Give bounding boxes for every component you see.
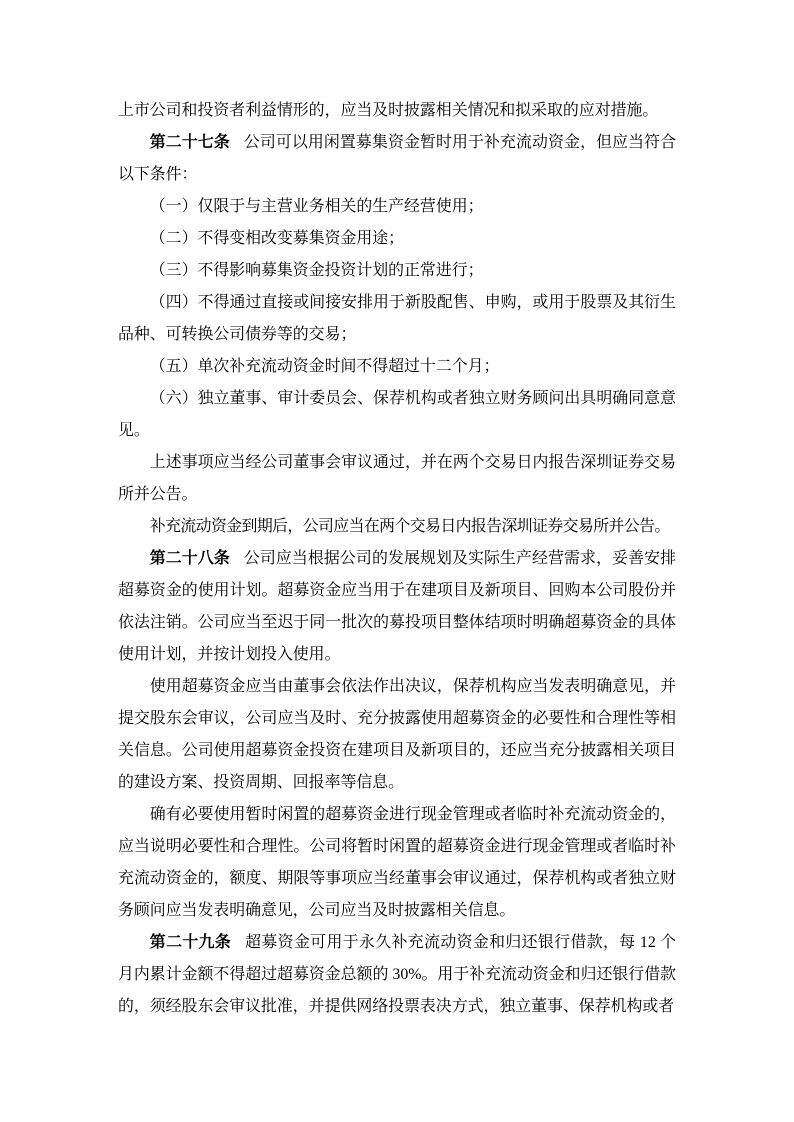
paragraph-text: 公司应当根据公司的发展规划及实际生产经营需求，妥善安排超募资金的使用计划。超募资金应当用于在建项目及新项目、回购本公司股份并依法注销。公司应当至迟于同一批次的募投项目整体结项时明确超募资金的具体使用计划，并按计划投入使用。 xyxy=(118,550,677,663)
article-paragraph xyxy=(118,927,676,1023)
paragraph-text: 公司可以用闲置募集资金暂时用于补充流动资金，但应当符合以下条件： xyxy=(118,134,677,183)
paragraph-text: 使用超募资金应当由董事会依法作出决议，保荐机构应当发表明确意见，并提交股东会审议，公司应当及时、充分披露使用超募资金的必要性和合理性等相关信息。公司使用超募资金投资在建项目及新项目的，还应当充分披露相关项目的建设方案、投资周期、回报率等信息。 xyxy=(118,678,676,791)
paragraph xyxy=(118,287,676,351)
paragraph-text: （三）不得影响募集资金投资计划的正常进行； xyxy=(149,262,484,279)
paragraph-text: 上市公司和投资者利益情形的，应当及时披露相关情况和拟采取的应对措施。 xyxy=(118,102,659,119)
paragraph xyxy=(118,671,676,799)
paragraph xyxy=(118,511,676,543)
paragraph xyxy=(118,255,676,287)
paragraph-text: 补充流动资金到期后，公司应当在两个交易日内报告深圳证券交易所并公告。 xyxy=(149,518,670,535)
article-number: 第二十七条 xyxy=(149,134,230,151)
paragraph xyxy=(118,351,676,383)
document-body xyxy=(118,95,676,1023)
paragraph-text: （二）不得变相改变募集资金用途； xyxy=(149,230,405,247)
paragraph xyxy=(118,799,676,927)
paragraph xyxy=(118,447,676,511)
paragraph-text: （五）单次补充流动资金时间不得超过十二个月； xyxy=(149,358,500,375)
paragraph-text: 超募资金可用于永久补充流动资金和归还银行借款，每 12 个月内累计金额不得超过超募资金总额的 30%。用于补充流动资金和归还银行借款的，须经股东会审议批准，并提供网络投票表决方式，独立董事、保荐机构或者 xyxy=(118,934,677,1015)
paragraph-text: 上述事项应当经公司董事会审议通过，并在两个交易日内报告深圳证券交易所并公告。 xyxy=(118,454,676,503)
article-number: 第二十八条 xyxy=(149,550,230,567)
article-number: 第二十九条 xyxy=(149,934,232,951)
paragraph xyxy=(118,383,676,447)
article-paragraph xyxy=(118,543,676,671)
paragraph-text: （六）独立董事、审计委员会、保荐机构或者独立财务顾问出具明确同意意见。 xyxy=(118,390,676,439)
paragraph-text: （一）仅限于与主营业务相关的生产经营使用； xyxy=(149,198,484,215)
paragraph xyxy=(118,223,676,255)
paragraph-text: 确有必要使用暂时闲置的超募资金进行现金管理或者临时补充流动资金的，应当说明必要性和合理性。公司将暂时闲置的超募资金进行现金管理或者临时补充流动资金的，额度、期限等事项应当经董事会审议通过，保荐机构或者独立财务顾问应当发表明确意见，公司应当及时披露相关信息。 xyxy=(118,806,676,919)
paragraph-text: （四）不得通过直接或间接安排用于新股配售、申购，或用于股票及其衍生品种、可转换公司债券等的交易； xyxy=(118,294,676,343)
paragraph xyxy=(118,191,676,223)
article-paragraph xyxy=(118,127,676,191)
paragraph xyxy=(118,95,676,127)
